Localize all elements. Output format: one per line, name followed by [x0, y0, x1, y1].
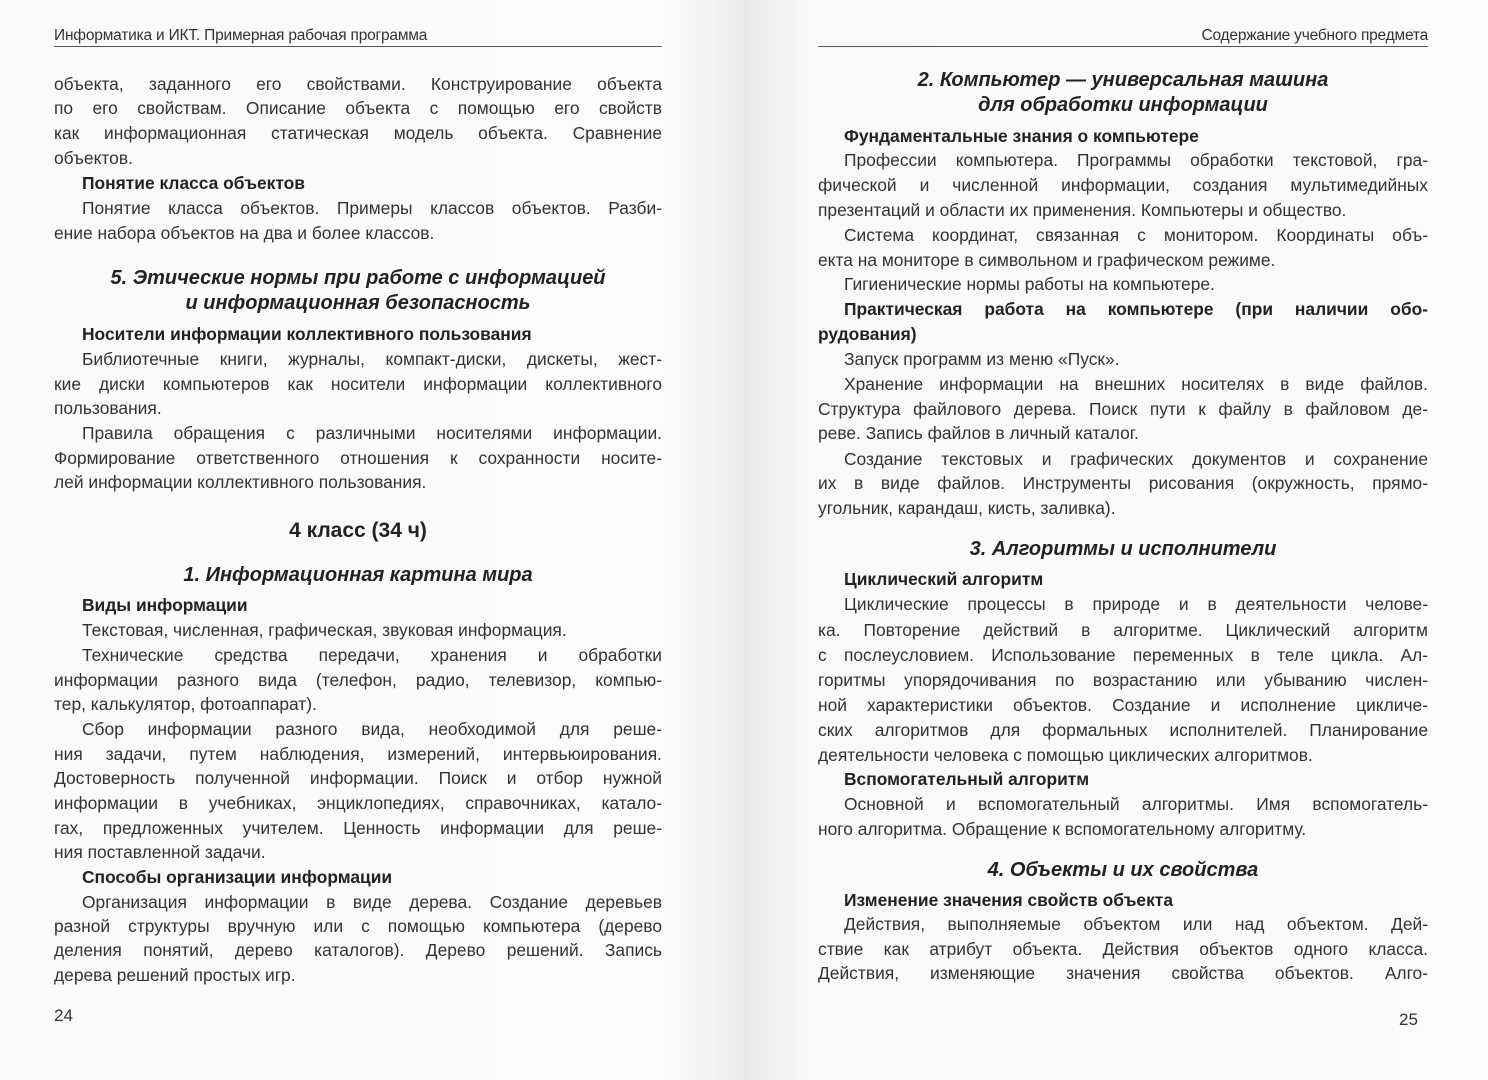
page-number: 24: [54, 1006, 73, 1025]
header-rule: [54, 46, 662, 47]
text-line: их в виде файлов. Инструменты рисования (окружность, прямо-: [818, 473, 1428, 493]
text-line: Действия, выполняемые объектом или над объектом. Дей-: [844, 914, 1428, 934]
text-line: ка. Повторение действий в алгоритме. Циклический алгоритм: [818, 620, 1428, 640]
running-head: Содержание учебного предмета: [1201, 27, 1428, 44]
text-line: Формирование ответственного отношения к сохранности носите-: [54, 448, 662, 468]
text-line: реве. Запись файлов в личный каталог.: [818, 423, 1139, 443]
text-line: ной характеристики объектов. Создание и исполнение цикличе-: [818, 695, 1428, 715]
text-line: ния задачи, путем наблюдения, измерений, интервьюирования.: [54, 744, 662, 764]
text-line: фической и численной информации, создания мультимедийных: [818, 175, 1428, 195]
grade-heading: 4 класс (34 ч): [289, 519, 427, 542]
section-heading: 4. Объекты и их свойства: [987, 859, 1259, 881]
text-line: Основной и вспомогательный алгоритмы. Имя вспомогатель-: [844, 794, 1428, 814]
text-line: Организация информации в виде дерева. Создание деревьев: [82, 892, 662, 912]
page-number: 25: [1399, 1010, 1418, 1029]
text-line: Запуск программ из меню «Пуск».: [844, 349, 1120, 369]
section-heading: 2. Компьютер — универсальная машина: [917, 69, 1329, 91]
text-line: екта на мониторе в символьном и графическом режиме.: [818, 250, 1276, 270]
subheading: Изменение значения свойств объекта: [844, 890, 1173, 910]
text-line: Структура файлового дерева. Поиск пути к файлу в файловом де-: [818, 399, 1428, 419]
text-line: Библиотечные книги, журналы, компакт-диски, дискеты, жест-: [82, 349, 662, 369]
text-line: гах, предложенных учителем. Ценность информации для реше-: [54, 818, 662, 838]
text-line: Гигиенические нормы работы на компьютере.: [844, 274, 1215, 294]
section-heading: и информационная безопасность: [185, 292, 531, 314]
text-line: ских алгоритмов для формальных исполнителей. Планирование: [818, 720, 1428, 740]
text-line: Правила обращения с различными носителями информации.: [82, 423, 662, 443]
text-line: информации разного вида (телефон, радио, телевизор, компью-: [54, 670, 662, 690]
text-line: Текстовая, численная, графическая, звуковая информация.: [82, 620, 567, 640]
text-line: ствие как атрибут объекта. Действия объектов одного класса.: [818, 939, 1428, 959]
subheading: Вспомогательный алгоритм: [844, 769, 1090, 789]
text-line: как информационная статическая модель объекта. Сравнение: [54, 123, 662, 143]
text-line: деления понятий, дерево каталогов). Дерево решений. Запись: [54, 940, 662, 960]
text-line: Понятие класса объектов. Примеры классов объектов. Разби-: [82, 198, 662, 218]
text-line: дерева решений простых игр.: [54, 965, 296, 985]
subheading: рудования): [818, 324, 917, 344]
text-line: Циклические процессы в природе и в деятельности челове-: [844, 594, 1428, 614]
header-rule: [818, 46, 1428, 47]
section-heading: 3. Алгоритмы и исполнители: [969, 538, 1277, 560]
text-line: пользования.: [54, 398, 162, 418]
text-line: Технические средства передачи, хранения и обработки: [82, 645, 662, 665]
subheading: Виды информации: [82, 595, 248, 615]
text-line: объектов.: [54, 148, 133, 168]
text-line: ния поставленной задачи.: [54, 842, 266, 862]
section-heading: 1. Информационная картина мира: [183, 564, 533, 586]
text-line: горитмы упорядочивания по возрастанию или убыванию числен-: [818, 670, 1428, 690]
text-line: угольник, карандаш, кисть, заливка).: [818, 498, 1116, 518]
subheading: Понятие класса объектов: [82, 173, 305, 193]
subheading: Практическая работа на компьютере (при наличии обо-: [844, 299, 1428, 319]
text-line: информации в учебниках, энциклопедиях, справочниках, катало-: [54, 793, 662, 813]
text-line: лей информации коллективного пользования.: [54, 472, 427, 492]
text-line: с послеусловием. Использование переменных в теле цикла. Ал-: [818, 645, 1428, 665]
text-line: кие диски компьютеров как носители информации коллективного: [54, 374, 662, 394]
text-line: Хранение информации на внешних носителях в виде файлов.: [844, 374, 1428, 394]
subheading: Носители информации коллективного пользования: [82, 324, 532, 344]
section-heading: 5. Этические нормы при работе с информацией: [110, 267, 606, 289]
text-line: Действия, изменяющие значения свойства объектов. Алго-: [818, 963, 1428, 983]
text-line: по его свойствам. Описание объекта с помощью его свойств: [54, 98, 662, 118]
subheading: Способы организации информации: [82, 867, 393, 887]
subheading: Фундаментальные знания о компьютере: [844, 126, 1199, 146]
running-head: Информатика и ИКТ. Примерная рабочая программа: [54, 27, 428, 44]
text-line: разной структуры вручную или с помощью компьютера (дерево: [54, 916, 662, 936]
text-line: Сбор информации разного вида, необходимой для реше-: [82, 719, 662, 739]
text-line: Система координат, связанная с монитором. Координаты объ-: [844, 225, 1428, 245]
text-line: Создание текстовых и графических документов и сохранение: [844, 449, 1428, 469]
text-line: объекта, заданного его свойствами. Конструирование объекта: [54, 74, 662, 94]
subheading: Циклический алгоритм: [844, 569, 1044, 589]
text-line: тер, калькулятор, фотоаппарат).: [54, 694, 317, 714]
text-line: Достоверность полученной информации. Поиск и отбор нужной: [54, 768, 662, 788]
text-line: Профессии компьютера. Программы обработки текстовой, гра-: [844, 150, 1428, 170]
text-line: презентаций и области их применения. Компьютеры и общество.: [818, 200, 1347, 220]
text-line: ение набора объектов на два и более классов.: [54, 223, 435, 243]
text-line: деятельности человека с помощью циклических алгоритмов.: [818, 745, 1313, 765]
section-heading: для обработки информации: [978, 94, 1268, 116]
text-line: ного алгоритма. Обращение к вспомогательному алгоритму.: [818, 819, 1307, 839]
